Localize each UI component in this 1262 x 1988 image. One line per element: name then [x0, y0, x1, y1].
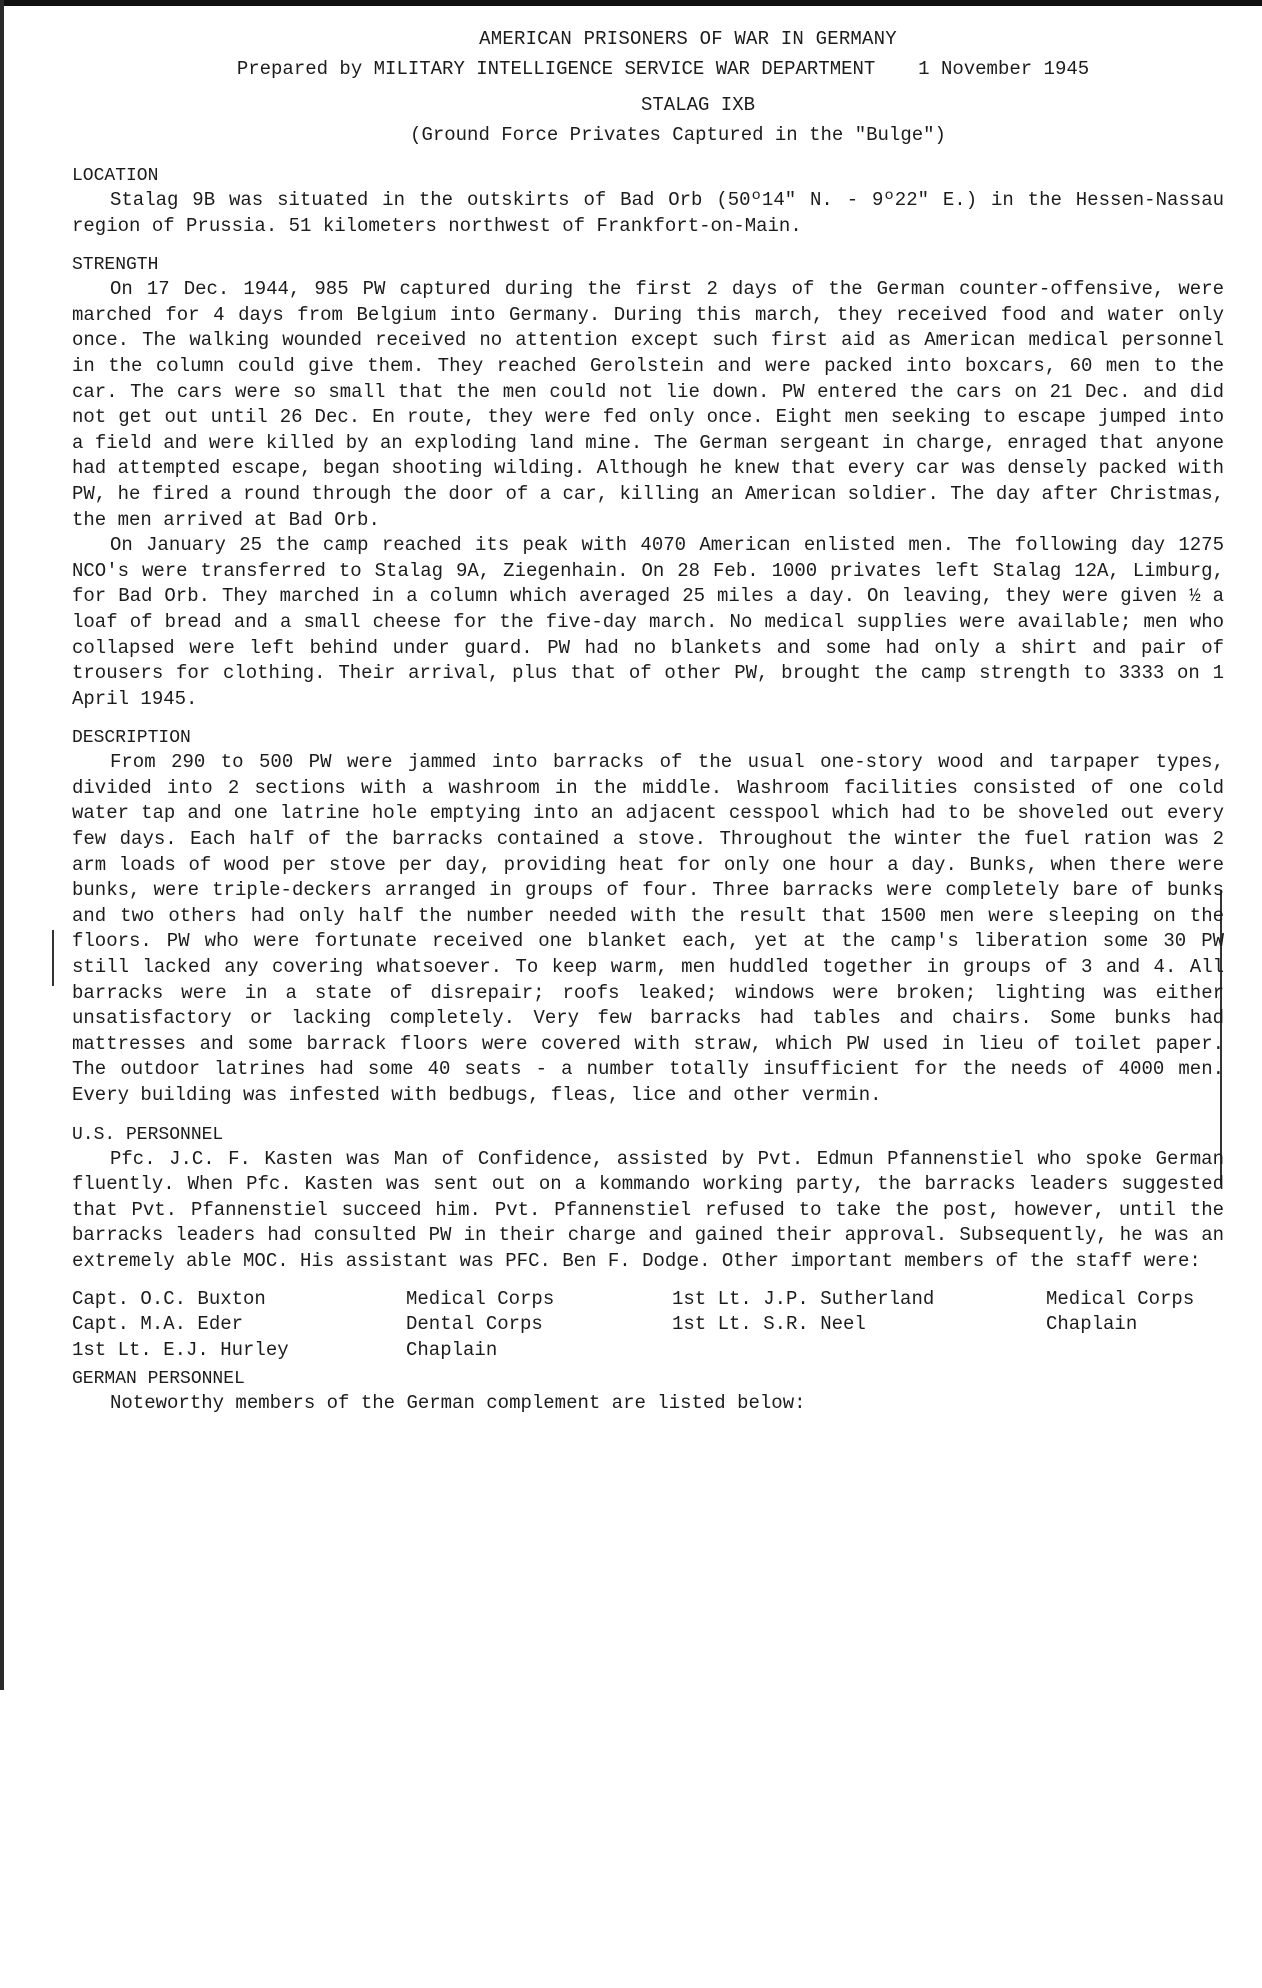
strength-paragraph-2: On January 25 the camp reached its peak with 4070 American enlisted men. The following day 1275 NCO's were transferred to Stalag 9A, Ziegenhain. On 28 Feb. 1000 privates left Stalag 12A, Limburg, for Bad Orb. They marched in a column which averaged 25 miles a day. On leaving, they were given ½ a loaf of bread and a small cheese for the five-day march. No medical supplies were available; men who collapsed were left behind under guard. PW had no blankets and some had only a shirt and pair of trousers for clothing. Their arrival, plus that of other PW, brought the camp strength to 3333 on 1 April 1945.	[72, 534, 1224, 710]
staff-list	[72, 1287, 1224, 1363]
staff-name: 1st Lt. E.J. Hurley	[72, 1338, 289, 1361]
staff-name: 1st Lt. J.P. Sutherland	[672, 1287, 935, 1310]
staff-name: Capt. O.C. Buxton	[72, 1287, 266, 1310]
strength-paragraph-1: On 17 Dec. 1944, 985 PW captured during the first 2 days of the German counter-offensive, were marched for 4 days from Belgium into Germany. During this march, they received food and water only once. The walking wounded received no attention except such first aid as American medical personnel in the column could give them. They reached Gerolstein and were packed into boxcars, 60 men to the car. The cars were so small that the men could not lie down. PW entered the cars on 21 Dec. and did not get out until 26 Dec. En route, they were fed only once. Eight men seeking to escape jumped into a field and were killed by an exploding land mine. The German sergeant in charge, enraged that anyone had attempted escape, began shooting wilding. Although he knew that every car was densely packed with PW, he fired a round through the door of a car, killing an American soldier. The day after Christmas, the men arrived at Bad Orb.	[72, 278, 1224, 531]
staff-names-right	[672, 1287, 934, 1338]
staff-role: Medical Corps	[1046, 1287, 1195, 1310]
margin-mark-left	[52, 930, 54, 986]
us-personnel-paragraph: Pfc. J.C. F. Kasten was Man of Confidence, assisted by Pvt. Edmun Pfannenstiel who spoke German fluently. When Pfc. Kasten was sent out on a kommando working party, the barracks leaders suggested that Pvt. Pfannenstiel succeed him. Pvt. Pfannenstiel refused to take the post, however, until the barracks leaders had consulted PW in their charge and gained their approval. Subsequently, he was an extremely able MOC. His assistant was PFC. Ben F. Dodge. Other important members of the staff were:	[72, 1147, 1224, 1272]
staff-role: Dental Corps	[406, 1313, 543, 1336]
staff-roles-left	[406, 1287, 554, 1364]
staff-name: 1st Lt. S.R. Neel	[672, 1313, 866, 1336]
staff-role: Chaplain	[406, 1338, 498, 1361]
left-scan-border	[0, 0, 4, 1690]
strength-heading: STRENGTH	[72, 255, 159, 276]
document-title: AMERICAN PRISONERS OF WAR IN GERMANY	[479, 28, 897, 50]
camp-name: STALAG IXB	[640, 94, 756, 116]
prepared-by-line	[72, 54, 1224, 84]
prepared-by: Prepared by MILITARY INTELLIGENCE SERVICE WAR DEPARTMENT	[236, 58, 876, 80]
top-scan-border	[0, 0, 1262, 6]
document-subtitle: (Ground Force Privates Captured in the "Bulge")	[410, 124, 946, 146]
description-paragraph: From 290 to 500 PW were jammed into barracks of the usual one-story wood and tarpaper types, divided into 2 sections with a washroom in the middle. Washroom facilities consisted of one cold water tap and one latrine hole emptying into an adjacent cesspool which had to be shoveled out every few days. Each half of the barracks contained a stove. Throughout the winter the fuel ration was 2 arm loads of wood per stove per day, providing heat for only one hour a day. Bunks, when there were bunks, were triple-deckers arranged in groups of four. Three barracks were completely bare of bunks and two others had only half the number needed with the result that 1500 men were sleeping on the floors. PW who were fortunate received one blanket each, yet at the camp's liberation some 30 PW still lacked any covering whatsoever. To keep warm, men huddled together in groups of 3 and 4. All barracks were in a state of disrepair; roofs leaked; windows were broken; lighting was either unsatisfactory or lacking completely. Very few barracks had tables and chairs. Some bunks had mattresses and some barrack floors were covered with straw, which PW used in lieu of toilet paper. The outdoor latrines had some 40 seats - a number totally insufficient for the needs of 4000 men. Every building was infested with bedbugs, fleas, lice and other vermin.	[72, 751, 1224, 1106]
document-page	[72, 24, 1224, 1416]
german-personnel-heading: GERMAN PERSONNEL	[72, 1368, 245, 1389]
staff-names-left	[72, 1287, 289, 1364]
staff-name: Capt. M.A. Eder	[72, 1313, 244, 1336]
description-heading: DESCRIPTION	[72, 728, 191, 749]
staff-role: Medical Corps	[406, 1287, 555, 1310]
location-heading: LOCATION	[72, 166, 159, 186]
staff-roles-right	[1046, 1287, 1194, 1338]
location-paragraph: Stalag 9B was situated in the outskirts of Bad Orb (50º14" N. - 9º22" E.) in the Hessen-Nassau region of Prussia. 51 kilometers northwest of Frankfort-on-Main.	[72, 189, 1224, 237]
staff-role: Chaplain	[1046, 1313, 1138, 1336]
us-personnel-heading: U.S. PERSONNEL	[72, 1124, 224, 1145]
german-personnel-paragraph: Noteworthy members of the German complement are listed below:	[110, 1391, 806, 1414]
document-date: 1 November 1945	[918, 58, 1090, 80]
